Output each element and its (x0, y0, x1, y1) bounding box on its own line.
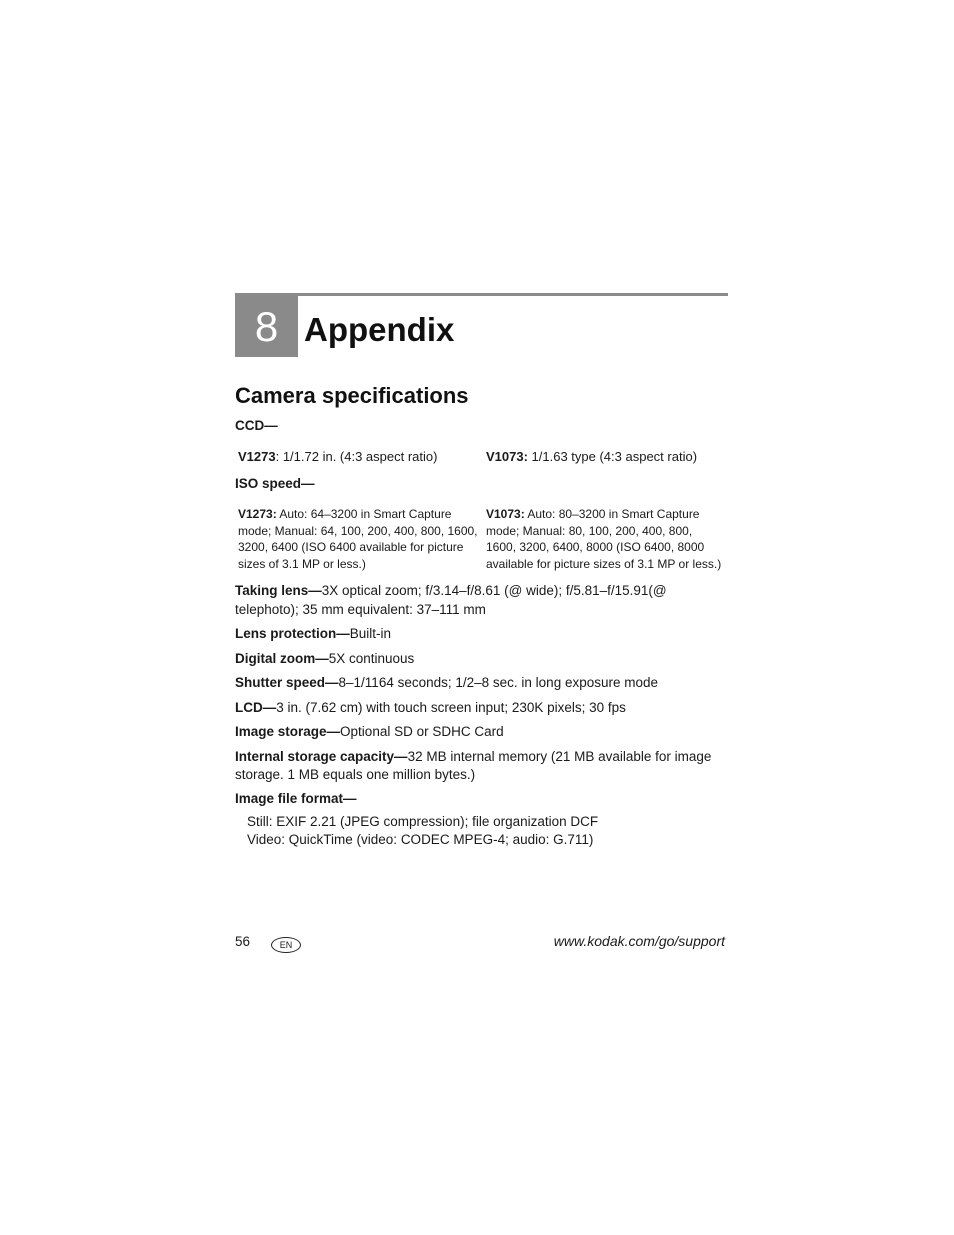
digital-zoom-value: 5X continuous (328, 651, 415, 666)
shutter-speed (235, 674, 658, 692)
lens-protection-label: Lens protection— (235, 626, 350, 641)
iso-label (235, 475, 315, 493)
ccd-v1273-text: : 1/1.72 in. (4:3 aspect ratio) (275, 449, 438, 464)
language-badge: EN (271, 937, 301, 953)
lcd-value: 3 in. (7.62 cm) with touch screen input; 230K pixels; 30 fps (276, 700, 626, 715)
shutter-speed-label: Shutter speed— (235, 675, 339, 690)
iso-v1073-line (486, 506, 726, 523)
ccd-v1273 (238, 449, 437, 466)
taking-lens-value: 3X optical zoom; f/3.14–f/8.61 (@ wide); f/5.81–f/15.91(@ (321, 583, 667, 598)
support-url: www.kodak.com/go/support (553, 933, 725, 949)
image-file-format-still: Still: EXIF 2.21 (JPEG compression); file organization DCF (247, 814, 599, 829)
ccd-v1073-model: V1073: (486, 449, 528, 464)
iso-v1073 (486, 506, 726, 572)
digital-zoom (235, 650, 414, 668)
image-file-format (235, 790, 357, 808)
iso-v1273-text: Auto: 64–3200 in Smart Capture (276, 507, 452, 521)
internal-storage (235, 748, 711, 766)
ccd-v1073 (486, 449, 697, 466)
internal-storage-label: Internal storage capacity— (235, 749, 408, 764)
image-storage-value: Optional SD or SDHC Card (340, 724, 504, 739)
iso-v1073-line: mode; Manual: 80, 100, 200, 400, 800, (486, 523, 693, 538)
section-title: Camera specifications (235, 383, 469, 408)
iso-v1273 (238, 506, 483, 572)
lens-protection (235, 625, 391, 643)
digital-zoom-label: Digital zoom— (235, 651, 329, 666)
page-number: 56 (235, 934, 251, 949)
lens-protection-value: Built-in (349, 626, 392, 641)
image-file-format-video: Video: QuickTime (video: CODEC MPEG-4; audio: G.711) (247, 832, 594, 847)
iso-v1073-text: Auto: 80–3200 in Smart Capture (524, 507, 700, 521)
iso-v1073-line: available for picture sizes of 3.1 MP or less.) (486, 556, 722, 571)
taking-lens-line2: telephoto); 35 mm equivalent: 37–111 mm (235, 602, 486, 617)
chapter-rule (235, 293, 728, 296)
image-storage (235, 723, 504, 741)
internal-storage-value: 32 MB internal memory (21 MB available for image (407, 749, 712, 764)
lcd (235, 699, 626, 717)
internal-storage-line2: storage. 1 MB equals one million bytes.) (235, 767, 476, 782)
shutter-speed-value: 8–1/1164 seconds; 1/2–8 sec. in long exposure mode (338, 675, 659, 690)
iso-v1273-line (238, 506, 483, 523)
iso-v1273-line: sizes of 3.1 MP or less.) (238, 556, 366, 571)
iso-v1073-line: 1600, 3200, 6400, 8000 (ISO 6400, 8000 (486, 540, 705, 554)
ccd-v1073-text: 1/1.63 type (4:3 aspect ratio) (527, 449, 698, 464)
chapter-title: Appendix (304, 311, 455, 348)
image-storage-label: Image storage— (235, 724, 341, 739)
iso-v1273-line: mode; Manual: 64, 100, 200, 400, 800, 1600, (238, 523, 478, 538)
ccd-label-text: CCD— (235, 418, 278, 433)
iso-v1273-line: 3200, 6400 (ISO 6400 available for picture (238, 540, 464, 554)
taking-lens-label: Taking lens— (235, 583, 322, 598)
ccd-v1273-model: V1273 (238, 449, 276, 464)
taking-lens (235, 582, 667, 600)
image-file-format-label: Image file format— (235, 791, 357, 806)
iso-label-text: ISO speed— (235, 476, 315, 491)
iso-v1073-model: V1073: (486, 507, 525, 521)
ccd-label (235, 417, 278, 435)
iso-v1273-model: V1273: (238, 507, 277, 521)
chapter-number: 8 (235, 296, 298, 357)
lcd-label: LCD— (235, 700, 277, 715)
